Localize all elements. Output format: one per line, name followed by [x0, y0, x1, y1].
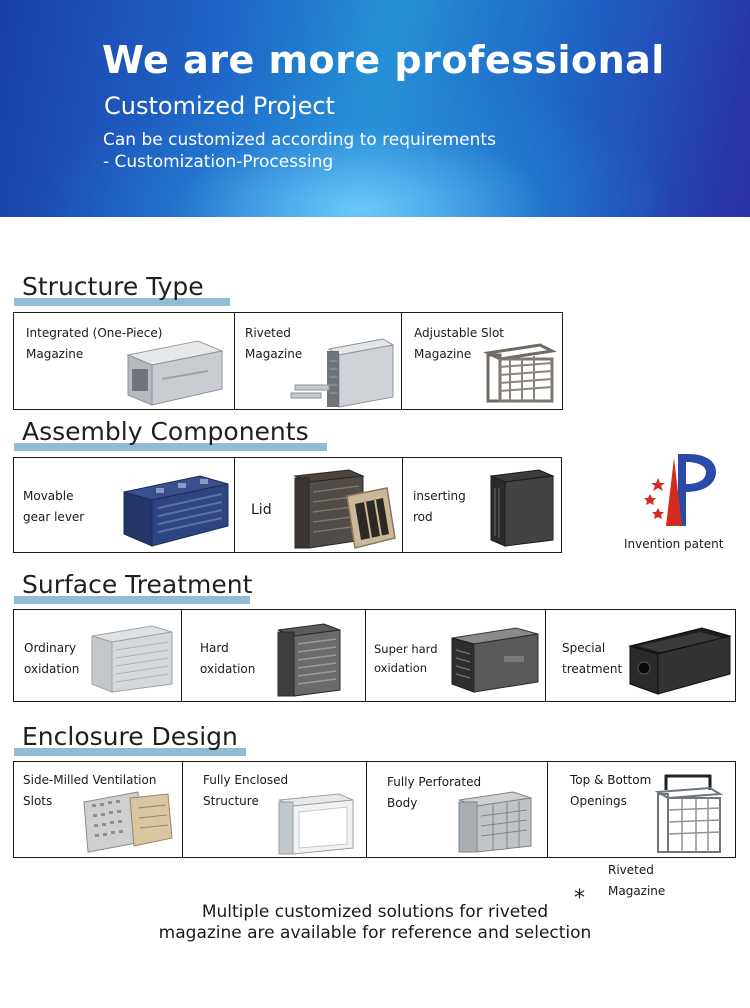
item-label-line1: Movable: [23, 489, 74, 503]
structure-item-integrated: [14, 313, 234, 409]
item-label-line1: Integrated (One-Piece): [26, 326, 163, 340]
item-label-line1: Ordinary: [24, 641, 77, 655]
patent-label: Invention patent: [624, 537, 724, 551]
assembly-item-gear-lever: [14, 458, 234, 552]
hard-oxidation-image: [274, 620, 350, 700]
section-title: Structure Type: [22, 272, 204, 301]
item-label-line1: Adjustable Slot: [414, 326, 505, 340]
gear-lever-magazine-image: [116, 470, 232, 550]
assembly-components-table: [13, 457, 562, 553]
item-label-line2: Magazine: [245, 347, 303, 361]
section-title: Enclosure Design: [22, 722, 238, 751]
item-label-line1: Hard: [200, 641, 229, 655]
assembly-item-lid: [234, 458, 402, 552]
section-heading-surface-treatment: [14, 570, 253, 604]
surface-item-super-hard-oxidation: [365, 610, 545, 701]
invention-patent-logo: [638, 452, 720, 530]
lid-magazine-image: [289, 466, 399, 552]
item-label-line2: Slots: [23, 794, 53, 808]
item-label-line2: Structure: [203, 794, 259, 808]
item-label-line2: Openings: [570, 794, 627, 808]
item-label-line2: oxidation: [24, 662, 80, 676]
surface-item-ordinary-oxidation: [14, 610, 181, 701]
item-label-line1: Riveted: [245, 326, 291, 340]
item-label-line2: gear lever: [23, 510, 85, 524]
item-label-line2: rod: [413, 510, 433, 524]
top-bottom-openings-image: [652, 770, 724, 856]
riveted-magazine-note: [608, 860, 665, 902]
footer-line1: Multiple customized solutions for riveted: [201, 902, 549, 922]
surface-item-hard-oxidation: [181, 610, 365, 701]
item-label-line1: Super hard: [374, 642, 438, 656]
riveted-magazine-image: [289, 335, 399, 409]
surface-item-special-treatment: [545, 610, 736, 701]
enclosure-item-fully-enclosed: [182, 762, 366, 857]
item-label-line2: Magazine: [414, 347, 472, 361]
item-label-line1: Fully Perforated: [387, 775, 482, 789]
integrated-magazine-image: [118, 335, 228, 411]
item-label-line1: Side-Milled Ventilation: [23, 773, 157, 787]
fully-enclosed-structure-image: [275, 790, 359, 856]
enclosure-design-table: [13, 761, 736, 858]
item-label-line2: oxidation: [200, 662, 256, 676]
enclosure-item-fully-perforated: [366, 762, 547, 857]
enclosure-item-top-bottom-openings: [547, 762, 736, 857]
banner-description-line2: - Customization-Processing: [103, 152, 334, 172]
adjustable-slot-magazine-image: [478, 341, 558, 405]
footer-line2: magazine are available for reference and selection: [158, 923, 592, 943]
assembly-item-inserting-rod: [402, 458, 562, 552]
special-treatment-image: [626, 622, 734, 698]
item-label-line1: Top & Bottom: [570, 773, 652, 787]
banner-title: We are more professional: [102, 38, 665, 82]
section-title: Surface Treatment: [22, 570, 253, 599]
structure-item-adjustable-slot: [401, 313, 563, 409]
star-icon: [644, 478, 665, 519]
item-label-line2: Body: [387, 796, 418, 810]
enclosure-item-side-milled: [14, 762, 182, 857]
side-milled-ventilation-image: [78, 788, 176, 854]
banner-subtitle: Customized Project: [104, 92, 335, 120]
asterisk-mark: *: [574, 886, 585, 911]
super-hard-oxidation-image: [446, 622, 544, 696]
note-line1: Riveted: [608, 863, 654, 877]
item-label-line1: inserting: [413, 489, 466, 503]
structure-type-table: [13, 312, 563, 410]
inserting-rod-magazine-image: [487, 466, 557, 548]
item-label-line1: Special: [562, 641, 606, 655]
item-label-line2: Magazine: [26, 347, 84, 361]
structure-item-riveted: [234, 313, 401, 409]
item-label-line1: Fully Enclosed: [203, 773, 289, 787]
item-label-line2: treatment: [562, 662, 623, 676]
item-label-line2: oxidation: [374, 661, 428, 675]
section-heading-assembly-components: [14, 417, 327, 451]
section-heading-enclosure-design: [14, 722, 246, 756]
section-title: Assembly Components: [22, 417, 309, 446]
section-heading-structure-type: [14, 272, 230, 306]
hero-banner: [0, 0, 750, 217]
surface-treatment-table: [13, 609, 736, 702]
fully-perforated-body-image: [455, 788, 537, 856]
item-label-line1: Lid: [251, 502, 272, 518]
banner-description-line1: Can be customized according to requirements: [103, 130, 496, 150]
ordinary-oxidation-image: [88, 620, 178, 700]
note-line2: Magazine: [608, 884, 666, 898]
